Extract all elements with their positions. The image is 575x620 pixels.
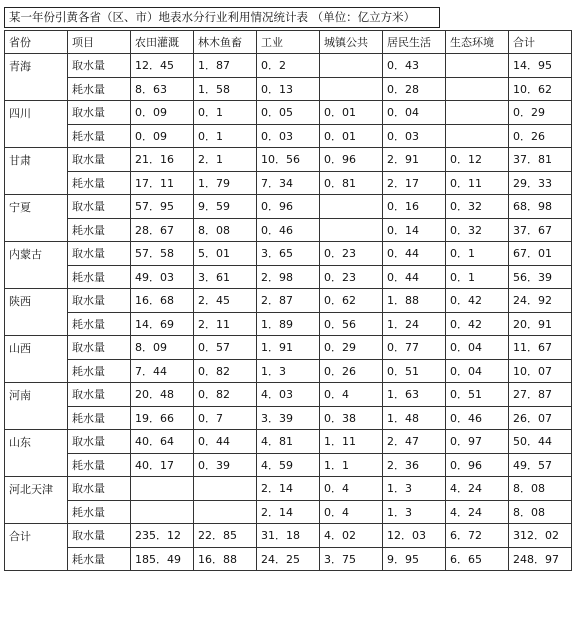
value-cell: 37．81 xyxy=(509,148,572,172)
header-cell: 城镇公共 xyxy=(320,31,383,54)
value-cell: 0．77 xyxy=(383,336,446,360)
value-cell: 0．04 xyxy=(446,336,509,360)
item-label-cell: 取水量 xyxy=(68,477,131,501)
value-cell: 28．67 xyxy=(131,218,194,242)
item-label-cell: 取水量 xyxy=(68,430,131,454)
value-cell: 2．47 xyxy=(383,430,446,454)
value-cell: 3．39 xyxy=(257,406,320,430)
value-cell: 0．1 xyxy=(446,265,509,289)
value-cell: 8．08 xyxy=(509,500,572,524)
value-cell: 1．88 xyxy=(383,289,446,313)
item-label-cell: 取水量 xyxy=(68,101,131,125)
province-cell: 青海 xyxy=(5,54,68,101)
value-cell: 14．95 xyxy=(509,54,572,78)
value-cell: 0．2 xyxy=(257,54,320,78)
header-cell: 农田灌溉 xyxy=(131,31,194,54)
table-row xyxy=(5,289,572,313)
value-cell: 50．44 xyxy=(509,430,572,454)
table-row xyxy=(5,430,572,454)
value-cell: 0．96 xyxy=(320,148,383,172)
province-cell: 河北天津 xyxy=(5,477,68,524)
value-cell: 0．44 xyxy=(383,242,446,266)
table-row xyxy=(5,359,572,383)
value-cell: 3．65 xyxy=(257,242,320,266)
value-cell xyxy=(320,54,383,78)
value-cell: 1．87 xyxy=(194,54,257,78)
value-cell: 0．43 xyxy=(383,54,446,78)
value-cell: 8．63 xyxy=(131,77,194,101)
value-cell: 0．23 xyxy=(320,242,383,266)
table-row xyxy=(5,124,572,148)
value-cell: 21．16 xyxy=(131,148,194,172)
value-cell: 4．03 xyxy=(257,383,320,407)
table-row xyxy=(5,171,572,195)
value-cell: 0．1 xyxy=(194,124,257,148)
value-cell: 0．4 xyxy=(320,383,383,407)
value-cell: 9．59 xyxy=(194,195,257,219)
value-cell: 2．14 xyxy=(257,500,320,524)
value-cell: 40．64 xyxy=(131,430,194,454)
value-cell: 4．59 xyxy=(257,453,320,477)
value-cell: 14．69 xyxy=(131,312,194,336)
table-row xyxy=(5,547,572,571)
item-label-cell: 取水量 xyxy=(68,289,131,313)
value-cell: 17．11 xyxy=(131,171,194,195)
value-cell: 0．29 xyxy=(320,336,383,360)
value-cell: 27．87 xyxy=(509,383,572,407)
header-cell: 生态环境 xyxy=(446,31,509,54)
value-cell: 0．09 xyxy=(131,101,194,125)
item-label-cell: 耗水量 xyxy=(68,547,131,571)
header-cell: 项目 xyxy=(68,31,131,54)
value-cell: 2．45 xyxy=(194,289,257,313)
value-cell: 26．07 xyxy=(509,406,572,430)
value-cell xyxy=(320,77,383,101)
value-cell: 0．7 xyxy=(194,406,257,430)
value-cell: 0．04 xyxy=(446,359,509,383)
value-cell: 1．3 xyxy=(383,500,446,524)
value-cell xyxy=(320,195,383,219)
value-cell: 0．82 xyxy=(194,383,257,407)
value-cell: 4．24 xyxy=(446,477,509,501)
value-cell: 2．87 xyxy=(257,289,320,313)
water-use-table xyxy=(4,30,572,571)
value-cell: 31．18 xyxy=(257,524,320,548)
value-cell: 1．48 xyxy=(383,406,446,430)
value-cell: 49．57 xyxy=(509,453,572,477)
value-cell: 0．11 xyxy=(446,171,509,195)
item-label-cell: 取水量 xyxy=(68,336,131,360)
item-label-cell: 耗水量 xyxy=(68,500,131,524)
value-cell: 0．32 xyxy=(446,195,509,219)
table-row xyxy=(5,312,572,336)
value-cell: 1．58 xyxy=(194,77,257,101)
value-cell: 2．1 xyxy=(194,148,257,172)
value-cell: 0．51 xyxy=(383,359,446,383)
value-cell: 29．33 xyxy=(509,171,572,195)
value-cell: 8．08 xyxy=(509,477,572,501)
item-label-cell: 耗水量 xyxy=(68,265,131,289)
province-cell: 合计 xyxy=(5,524,68,571)
province-cell: 四川 xyxy=(5,101,68,148)
value-cell: 1．79 xyxy=(194,171,257,195)
value-cell: 2．36 xyxy=(383,453,446,477)
value-cell: 20．91 xyxy=(509,312,572,336)
value-cell: 0．96 xyxy=(257,195,320,219)
value-cell: 16．88 xyxy=(194,547,257,571)
table-row xyxy=(5,524,572,548)
value-cell: 0．62 xyxy=(320,289,383,313)
header-cell: 工业 xyxy=(257,31,320,54)
value-cell: 0．29 xyxy=(509,101,572,125)
table-title: 某一年份引黄各省（区、市）地表水分行业利用情况统计表 （单位：亿立方米） xyxy=(4,7,440,28)
value-cell: 2．11 xyxy=(194,312,257,336)
value-cell xyxy=(131,477,194,501)
value-cell: 0．44 xyxy=(383,265,446,289)
value-cell: 3．75 xyxy=(320,547,383,571)
item-label-cell: 取水量 xyxy=(68,195,131,219)
item-label-cell: 取水量 xyxy=(68,242,131,266)
value-cell: 0．28 xyxy=(383,77,446,101)
value-cell: 185．49 xyxy=(131,547,194,571)
header-cell: 林木鱼畜 xyxy=(194,31,257,54)
value-cell: 57．58 xyxy=(131,242,194,266)
value-cell: 67．01 xyxy=(509,242,572,266)
item-label-cell: 耗水量 xyxy=(68,359,131,383)
value-cell: 0．03 xyxy=(383,124,446,148)
value-cell: 1．3 xyxy=(257,359,320,383)
value-cell: 1．63 xyxy=(383,383,446,407)
table-row xyxy=(5,218,572,242)
value-cell: 0．38 xyxy=(320,406,383,430)
value-cell: 0．44 xyxy=(194,430,257,454)
value-cell: 0．32 xyxy=(446,218,509,242)
value-cell: 1．11 xyxy=(320,430,383,454)
value-cell: 0．05 xyxy=(257,101,320,125)
table-row xyxy=(5,336,572,360)
value-cell xyxy=(446,54,509,78)
value-cell: 0．1 xyxy=(194,101,257,125)
value-cell: 0．46 xyxy=(446,406,509,430)
value-cell: 0．01 xyxy=(320,124,383,148)
value-cell: 0．13 xyxy=(257,77,320,101)
value-cell: 4．81 xyxy=(257,430,320,454)
header-cell: 居民生活 xyxy=(383,31,446,54)
value-cell: 10．62 xyxy=(509,77,572,101)
value-cell: 12．45 xyxy=(131,54,194,78)
province-cell: 山东 xyxy=(5,430,68,477)
value-cell: 57．95 xyxy=(131,195,194,219)
header-row xyxy=(5,31,572,54)
value-cell: 7．44 xyxy=(131,359,194,383)
value-cell: 24．92 xyxy=(509,289,572,313)
table-row xyxy=(5,453,572,477)
value-cell: 9．95 xyxy=(383,547,446,571)
value-cell: 40．17 xyxy=(131,453,194,477)
value-cell: 68．98 xyxy=(509,195,572,219)
value-cell xyxy=(131,500,194,524)
item-label-cell: 耗水量 xyxy=(68,171,131,195)
value-cell: 0．81 xyxy=(320,171,383,195)
table-row xyxy=(5,406,572,430)
value-cell: 0．4 xyxy=(320,500,383,524)
value-cell: 6．72 xyxy=(446,524,509,548)
value-cell: 0．42 xyxy=(446,312,509,336)
table-row xyxy=(5,148,572,172)
value-cell: 8．08 xyxy=(194,218,257,242)
value-cell: 0．97 xyxy=(446,430,509,454)
value-cell: 10．56 xyxy=(257,148,320,172)
value-cell: 49．03 xyxy=(131,265,194,289)
value-cell: 0．04 xyxy=(383,101,446,125)
item-label-cell: 耗水量 xyxy=(68,312,131,336)
value-cell: 1．89 xyxy=(257,312,320,336)
table-row xyxy=(5,265,572,289)
value-cell: 20．48 xyxy=(131,383,194,407)
value-cell: 0．46 xyxy=(257,218,320,242)
value-cell: 19．66 xyxy=(131,406,194,430)
value-cell: 0．12 xyxy=(446,148,509,172)
value-cell: 0．14 xyxy=(383,218,446,242)
header-cell: 合计 xyxy=(509,31,572,54)
province-cell: 河南 xyxy=(5,383,68,430)
province-cell: 内蒙古 xyxy=(5,242,68,289)
value-cell: 0．56 xyxy=(320,312,383,336)
value-cell: 312．02 xyxy=(509,524,572,548)
value-cell: 0．23 xyxy=(320,265,383,289)
province-cell: 山西 xyxy=(5,336,68,383)
value-cell: 0．42 xyxy=(446,289,509,313)
value-cell: 0．4 xyxy=(320,477,383,501)
value-cell: 12．03 xyxy=(383,524,446,548)
value-cell: 0．82 xyxy=(194,359,257,383)
value-cell: 4．02 xyxy=(320,524,383,548)
value-cell: 0．96 xyxy=(446,453,509,477)
table-row xyxy=(5,242,572,266)
table-row xyxy=(5,54,572,78)
value-cell: 37．67 xyxy=(509,218,572,242)
value-cell: 0．26 xyxy=(320,359,383,383)
value-cell: 2．98 xyxy=(257,265,320,289)
value-cell: 0．51 xyxy=(446,383,509,407)
value-cell: 0．03 xyxy=(257,124,320,148)
value-cell xyxy=(194,500,257,524)
value-cell: 0．39 xyxy=(194,453,257,477)
value-cell: 11．67 xyxy=(509,336,572,360)
item-label-cell: 取水量 xyxy=(68,524,131,548)
value-cell xyxy=(194,477,257,501)
value-cell: 10．07 xyxy=(509,359,572,383)
item-label-cell: 耗水量 xyxy=(68,406,131,430)
value-cell: 0．16 xyxy=(383,195,446,219)
table-row xyxy=(5,500,572,524)
table-row xyxy=(5,477,572,501)
table-row xyxy=(5,195,572,219)
value-cell: 6．65 xyxy=(446,547,509,571)
item-label-cell: 耗水量 xyxy=(68,218,131,242)
item-label-cell: 取水量 xyxy=(68,383,131,407)
value-cell: 3．61 xyxy=(194,265,257,289)
header-cell: 省份 xyxy=(5,31,68,54)
value-cell: 56．39 xyxy=(509,265,572,289)
item-label-cell: 耗水量 xyxy=(68,124,131,148)
value-cell: 16．68 xyxy=(131,289,194,313)
value-cell: 0．09 xyxy=(131,124,194,148)
value-cell: 2．17 xyxy=(383,171,446,195)
province-cell: 甘肃 xyxy=(5,148,68,195)
value-cell xyxy=(320,218,383,242)
value-cell xyxy=(446,124,509,148)
value-cell: 8．09 xyxy=(131,336,194,360)
value-cell xyxy=(446,77,509,101)
value-cell: 248．97 xyxy=(509,547,572,571)
value-cell: 7．34 xyxy=(257,171,320,195)
item-label-cell: 耗水量 xyxy=(68,77,131,101)
item-label-cell: 取水量 xyxy=(68,148,131,172)
value-cell: 4．24 xyxy=(446,500,509,524)
province-cell: 陕西 xyxy=(5,289,68,336)
value-cell: 0．01 xyxy=(320,101,383,125)
table-row xyxy=(5,383,572,407)
table-row xyxy=(5,77,572,101)
value-cell xyxy=(446,101,509,125)
value-cell: 2．14 xyxy=(257,477,320,501)
province-cell: 宁夏 xyxy=(5,195,68,242)
table-row xyxy=(5,101,572,125)
value-cell: 5．01 xyxy=(194,242,257,266)
value-cell: 0．26 xyxy=(509,124,572,148)
value-cell: 1．1 xyxy=(320,453,383,477)
value-cell: 2．91 xyxy=(383,148,446,172)
value-cell: 24．25 xyxy=(257,547,320,571)
value-cell: 0．1 xyxy=(446,242,509,266)
value-cell: 0．57 xyxy=(194,336,257,360)
value-cell: 235．12 xyxy=(131,524,194,548)
item-label-cell: 取水量 xyxy=(68,54,131,78)
value-cell: 1．24 xyxy=(383,312,446,336)
value-cell: 22．85 xyxy=(194,524,257,548)
item-label-cell: 耗水量 xyxy=(68,453,131,477)
value-cell: 1．91 xyxy=(257,336,320,360)
value-cell: 1．3 xyxy=(383,477,446,501)
